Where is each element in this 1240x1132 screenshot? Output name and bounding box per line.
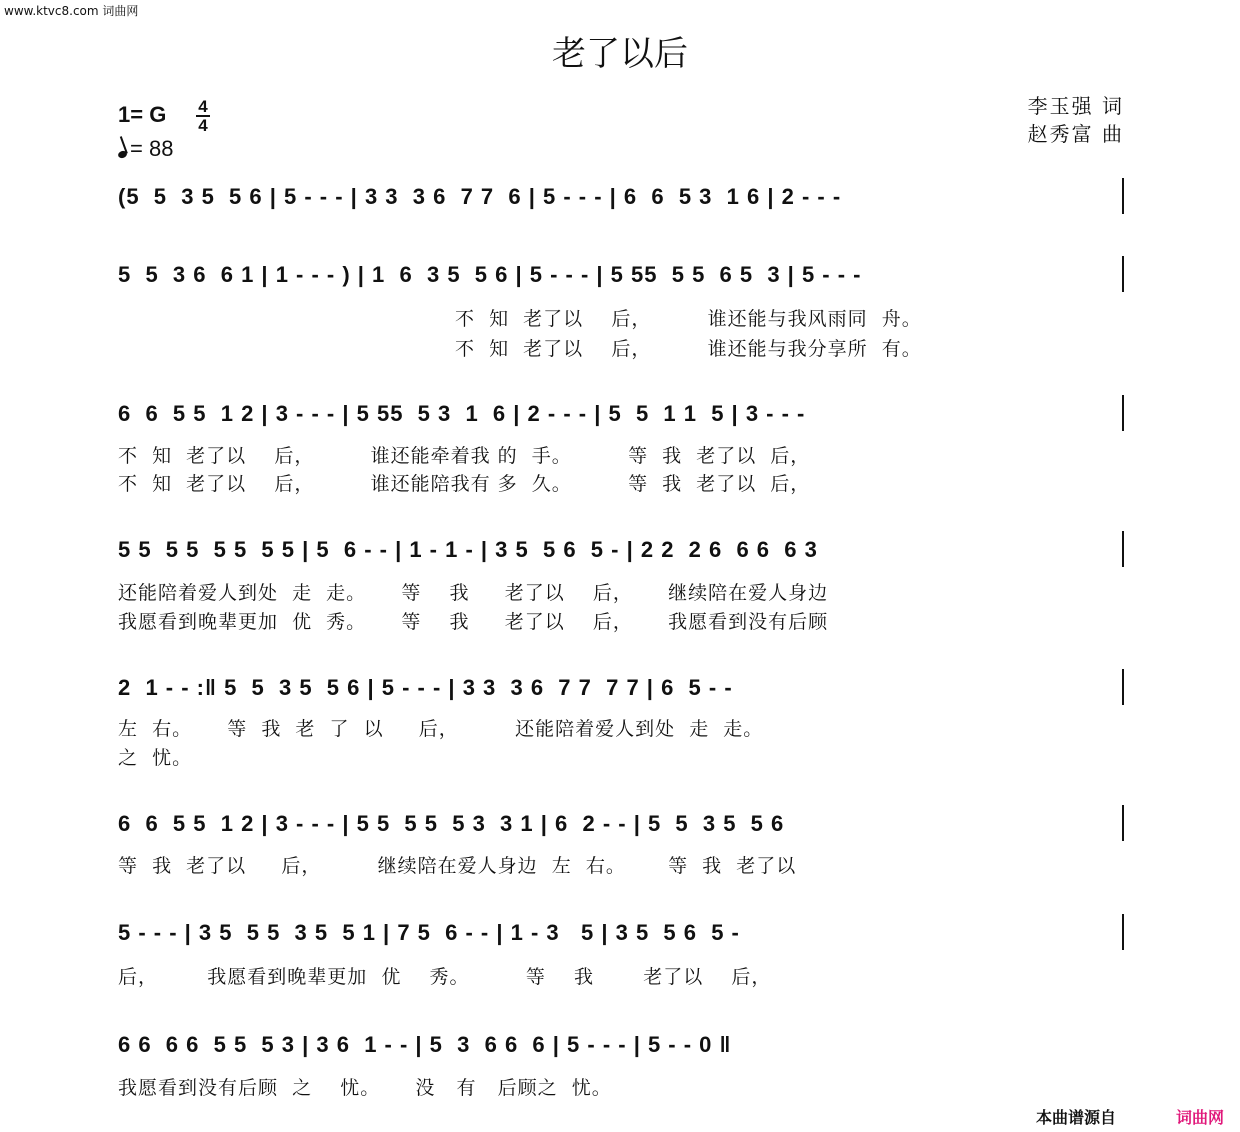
score-row-6: 6 6 5 5 1 2 | 3 - - - | 5 5 5 5 5 3 3 1 | 6 2 - - | 5 5 3 5 5 6: [118, 811, 785, 836]
lyricist: 李玉强 词: [1027, 94, 1124, 118]
row-end-bar: [1122, 669, 1124, 705]
score-row-7: 5 - - - | 3 5 5 5 3 5 5 1 | 7 5 6 - - | 1 - 3 5 | 3 5 5 6 5 -: [118, 920, 740, 945]
score-row-4: 5 5 5 5 5 5 5 5 | 5 6 - - | 1 - 1 - | 3 5 5 6 5 - | 2 2 2 6 6 6 6 3: [118, 537, 818, 562]
lyric-row-5-verse-1: 左 右。 等 我 老 了 以 后， 还能陪着爱人到处 走 走。: [118, 718, 764, 740]
lyric-row-6-verse-1: 等 我 老了以 后， 继续陪在爱人身边 左 右。 等 我 老了以: [118, 855, 797, 877]
tempo-marking: [118, 136, 173, 162]
row-end-bar: [1122, 178, 1124, 214]
row-end-bar: [1122, 395, 1124, 431]
lyric-row-2-verse-1: 不 知 老了以 后， 谁还能与我风雨同 舟。: [455, 308, 922, 330]
lyric-row-4-verse-1: 还能陪着爱人到处 走 走。 等 我 老了以 后， 继续陪在爱人身边: [118, 582, 829, 604]
footer-source-label: 本曲谱源自: [1035, 1108, 1116, 1127]
row-end-bar: [1122, 531, 1124, 567]
time-signature: [196, 98, 210, 134]
lyric-row-5-verse-2: 之 忧。: [118, 747, 193, 769]
lyric-row-3-verse-2: 不 知 老了以 后， 谁还能陪我有 多 久。 等 我 老了以 后，: [118, 473, 811, 495]
quarter-note-icon: [117, 150, 128, 160]
meter-bottom: 4: [198, 116, 208, 135]
score-row-8: 6 6 6 6 5 5 5 3 | 3 6 1 - - | 5 3 6 6 6 | 5 - - - | 5 - - 0 ‖: [118, 1032, 732, 1057]
tempo-value: = 88: [130, 136, 174, 161]
row-end-bar: [1122, 914, 1124, 950]
composer: 赵秀富 曲: [1027, 122, 1124, 146]
lyric-row-7-verse-1: 后， 我愿看到晚辈更加 优 秀。 等 我 老了以 后，: [118, 966, 772, 988]
footer-site-link[interactable]: 词曲网: [1175, 1108, 1224, 1127]
meter-top: 4: [198, 97, 208, 116]
credits: [1028, 92, 1124, 148]
score-row-2: 5 5 3 6 6 1 | 1 - - - ) | 1 6 3 5 5 6 | 5 - - - | 5 55 5 5 6 5 3 | 5 - - -: [118, 262, 862, 287]
row-end-bar: [1122, 256, 1124, 292]
score-row-5: 2 1 - - :‖ 5 5 3 5 5 6 | 5 - - - | 3 3 3 6 7 7 7 7 | 6 5 - -: [118, 675, 733, 700]
score-row-1: (5 5 3 5 5 6 | 5 - - - | 3 3 3 6 7 7 6 | 5 - - - | 6 6 5 3 1 6 | 2 - - -: [118, 184, 842, 209]
row-end-bar: [1122, 805, 1124, 841]
lyric-row-4-verse-2: 我愿看到晚辈更加 优 秀。 等 我 老了以 后， 我愿看到没有后顾: [118, 611, 829, 633]
site-watermark: www.ktvc8.com 词曲网: [4, 4, 139, 18]
song-title: 老了以后: [552, 34, 688, 74]
key-signature: 1= G: [118, 102, 167, 127]
lyric-row-3-verse-1: 不 知 老了以 后， 谁还能牵着我 的 手。 等 我 老了以 后，: [118, 445, 811, 467]
score-row-3: 6 6 5 5 1 2 | 3 - - - | 5 55 5 3 1 6 | 2 - - - | 5 5 1 1 5 | 3 - - -: [118, 401, 806, 426]
lyric-row-8-verse-1: 我愿看到没有后顾 之 忧。 没 有 后顾之 忧。: [118, 1077, 612, 1099]
lyric-row-2-verse-2: 不 知 老了以 后， 谁还能与我分享所 有。: [455, 338, 922, 360]
